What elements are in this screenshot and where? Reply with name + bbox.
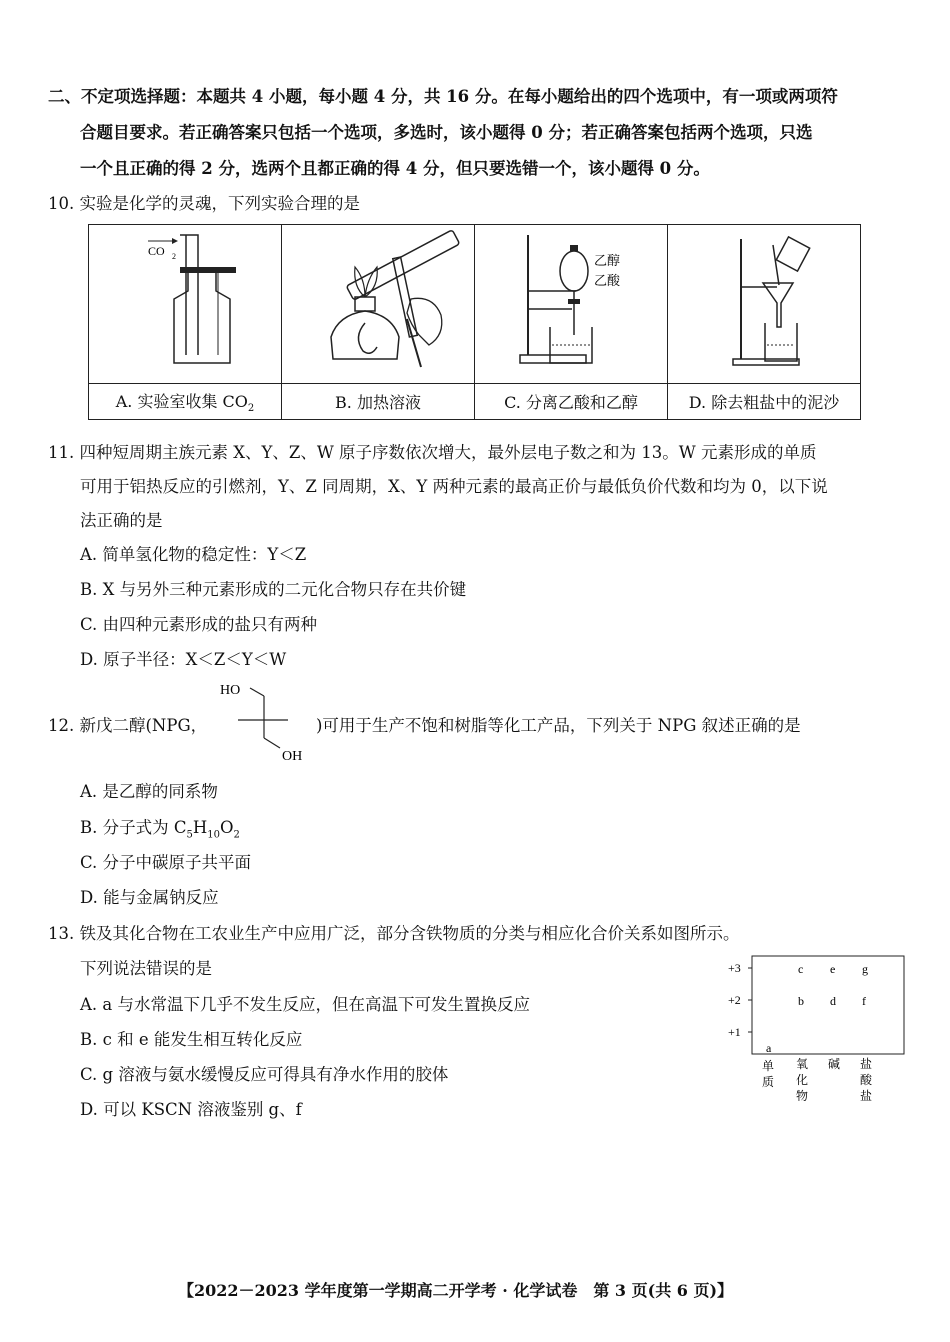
fig-b-heating (282, 225, 475, 384)
y-tick-plus3: +3 (728, 961, 741, 975)
alcohol-lamp-heating-icon (283, 227, 473, 377)
q11-option-a[interactable]: A. 简单氢化物的稳定性：Y＜Z (80, 545, 307, 564)
x-cat-elemental-1: 单 (762, 1059, 775, 1073)
section-header-line1: 二、不定项选择题：本题共 4 小题，每小题 4 分，共 16 分。在每小题给出的四个选项中，有一项或两项符 (48, 87, 838, 106)
q12-option-d[interactable]: D. 能与金属钠反应 (80, 888, 219, 907)
q12-option-c[interactable]: C. 分子中碳原子共平面 (80, 853, 252, 872)
q12-option-b[interactable]: B. 分子式为 $C_5H_{10}O_2$ (80, 818, 240, 841)
q11-option-c[interactable]: C. 由四种元素形成的盐只有两种 (80, 615, 318, 634)
x-cat-base: 碱 (828, 1057, 841, 1071)
q13-stem-line1: 13. 铁及其化合物在工农业生产中应用广泛，部分含铁物质的分类与相应化合价关系如图所示。 (48, 924, 740, 943)
point-c: c (798, 962, 804, 976)
point-a: a (766, 1041, 772, 1055)
y-tick-plus2: +2 (728, 993, 741, 1007)
q11-stem-line3: 法正确的是 (80, 511, 163, 530)
x-cat-salt-2: 酸 (860, 1073, 873, 1087)
section-header-line2: 合题目要求。若正确答案只包括一个选项，多选时，该小题得 0 分；若正确答案包括两个选项，只选 (80, 123, 813, 142)
q10-option-d[interactable]: D. 除去粗盐中的泥沙 (668, 384, 861, 420)
fig-a-gas-bottle (89, 225, 282, 384)
q13-option-a[interactable]: A. a 与水常温下几乎不发生反应，但在高温下可发生置换反应 (80, 995, 530, 1014)
gas-collection-bottle-icon (90, 227, 280, 377)
iron-valence-class-chart (722, 952, 912, 1117)
point-b: b (798, 994, 804, 1008)
q10-stem: 10. 实验是化学的灵魂，下列实验合理的是 (48, 194, 360, 213)
point-d: d (830, 994, 836, 1008)
point-g: g (862, 962, 868, 976)
fig-d-filtration (668, 225, 861, 384)
point-e: e (830, 962, 836, 976)
q10-option-b[interactable]: B. 加热溶液 (282, 384, 475, 420)
npg-oh-label: OH (282, 749, 303, 764)
q13-stem-line2: 下列说法错误的是 (80, 959, 212, 978)
x-cat-oxide-3: 物 (796, 1089, 809, 1103)
q10-experiment-table (88, 224, 861, 420)
x-cat-oxide-1: 氧 (796, 1057, 809, 1071)
npg-structure-formula (218, 680, 318, 770)
y-tick-plus1: +1 (728, 1025, 741, 1039)
q12-stem-end: )可用于生产不饱和树脂等化工产品，下列关于 NPG 叙述正确的是 (316, 716, 801, 735)
q11-stem-line2: 可用于铝热反应的引燃剂，Y、Z 同周期，X、Y 两种元素的最高正价与最低负价代数和均为 0，以下说 (80, 477, 828, 496)
section-header-line3: 一个且正确的得 2 分，选两个且都正确的得 4 分，但只要选错一个，该小题得 0 分。 (80, 159, 710, 178)
fig-a-label-sub: 2 (172, 252, 176, 261)
point-f: f (862, 994, 866, 1008)
x-cat-salt-3: 盐 (860, 1089, 873, 1103)
fig-c-label-acetic-acid: 乙酸 (594, 274, 621, 289)
q13-option-d[interactable]: D. 可以 KSCN 溶液鉴别 g、f (80, 1100, 302, 1119)
separatory-funnel-icon (476, 227, 666, 377)
fig-c-separatory-funnel (475, 225, 668, 384)
x-cat-salt-1: 盐 (860, 1057, 873, 1071)
q10-option-c[interactable]: C. 分离乙酸和乙醇 (475, 384, 668, 420)
filtration-apparatus-icon (669, 227, 859, 377)
q12-option-a[interactable]: A. 是乙醇的同系物 (80, 782, 218, 801)
fig-a-label: CO (148, 244, 165, 258)
fig-c-label-ethanol: 乙醇 (594, 254, 621, 269)
q11-option-b[interactable]: B. X 与另外三种元素形成的二元化合物只存在共价键 (80, 580, 467, 599)
x-cat-elemental-2: 质 (762, 1075, 775, 1089)
q11-option-d[interactable]: D. 原子半径：X＜Z＜Y＜W (80, 650, 287, 669)
q11-stem-line1: 11. 四种短周期主族元素 X、Y、Z、W 原子序数依次增大，最外层电子数之和为 13。W 元素形成的单质 (48, 443, 817, 462)
q13-option-b[interactable]: B. c 和 e 能发生相互转化反应 (80, 1030, 303, 1049)
npg-ho-label: HO (220, 683, 241, 698)
q13-option-c[interactable]: C. g 溶液与氨水缓慢反应可得具有净水作用的胶体 (80, 1065, 449, 1084)
x-cat-oxide-2: 化 (796, 1073, 809, 1087)
page-footer: 【2022－2023 学年度第一学期高二开学考 · 化学试卷 第 3 页(共 6 页)】 (178, 1281, 734, 1300)
q12-stem-start: 12. 新戊二醇(NPG， (48, 716, 208, 735)
q10-option-a[interactable]: A. 实验室收集 $CO_2$ (89, 384, 282, 420)
